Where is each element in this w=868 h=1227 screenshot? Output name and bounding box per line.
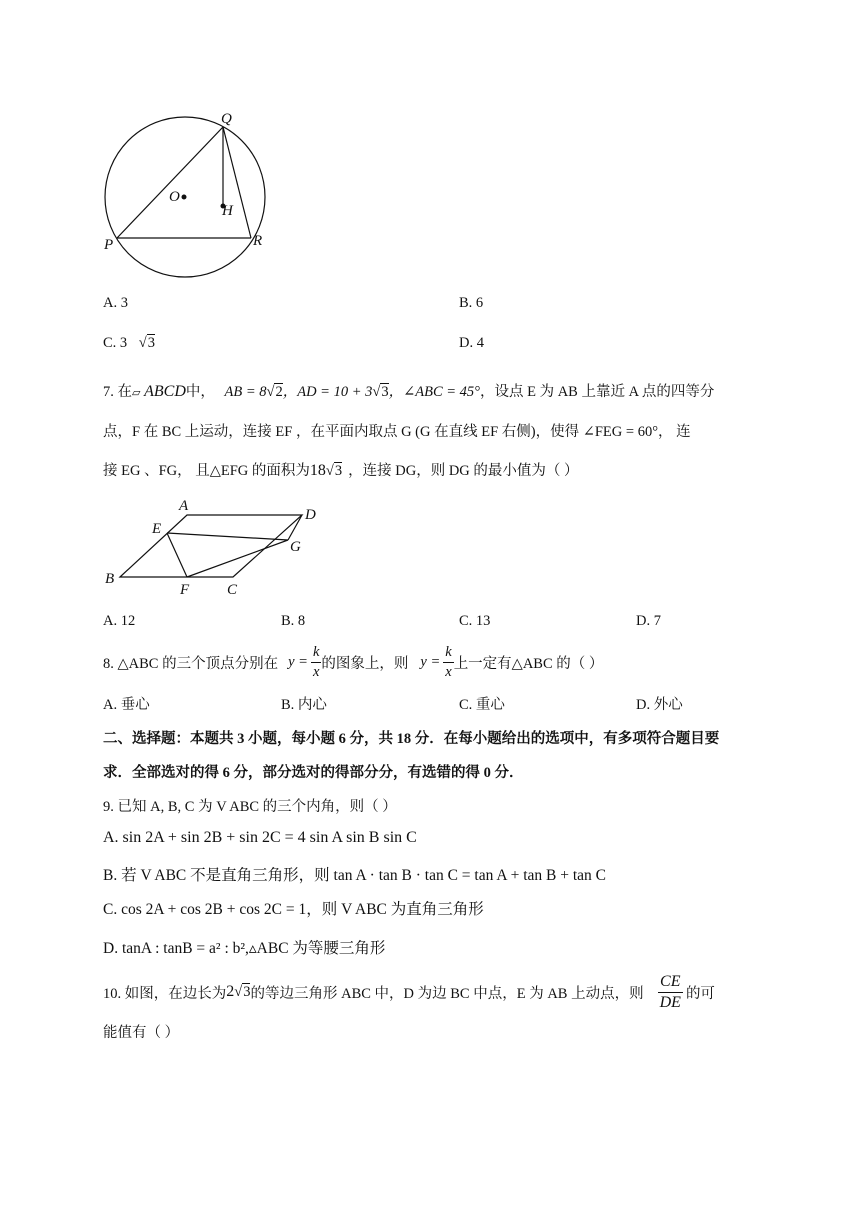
q7-option-c: C. 13 — [459, 613, 491, 629]
label-a: A — [179, 498, 189, 514]
q10-stem-line2: 能值有（ ） — [103, 1025, 180, 1041]
q8-y-eq-2: y = — [420, 653, 441, 670]
q9-option-a: A. sin 2A + sin 2B + sin 2C = 4 sin A sin B sin C — [103, 829, 417, 846]
q6-option-a: A. 3 — [103, 295, 128, 311]
segment-pq — [117, 127, 223, 238]
q9-option-d: D. tanA : tanB = a² : b²,▵ABC 为等腰三角形 — [103, 940, 386, 957]
label-b: B — [105, 571, 115, 587]
q7-option-d: D. 7 — [636, 613, 661, 629]
label-e: E — [152, 521, 162, 537]
q10-stem-line1: 10. 如图，在边长为 2 √ 3 的等边三角形 ABC 中，D 为边 BC 中点，E 为 AB 上动点，则 $\frac{CE}{DE}$ 的可 — [103, 972, 715, 1011]
q8-option-c: C. 重心 — [459, 697, 505, 713]
q10-pre: 10. 如图，在边长为 — [103, 985, 227, 1002]
q7-stem-line3: 接 EG 、FG， 且△EFG 的面积为18√3 ，连接 DG，则 DG 的最小值为（ ） — [103, 462, 579, 479]
label-q: Q — [221, 111, 232, 127]
q8-fraction-2: $\frac{k}{x}$ — [445, 644, 452, 680]
segment-ef — [167, 533, 187, 577]
q8-mid: 的图象上，则 — [321, 655, 409, 672]
label-o: O — [169, 189, 180, 205]
parallelogram-figure — [100, 495, 340, 600]
q7-line3-a: 接 EG 、FG， 且△EFG 的面积为 — [103, 463, 310, 479]
section2-line1: 二、选择题：本题共 3 小题，每小题 6 分，共 18 分．在每小题给出的选项中，有多项符合题目要 — [103, 731, 720, 747]
q8-option-d: D. 外心 — [636, 697, 683, 713]
label-d: D — [305, 507, 316, 523]
q6-option-c-text: C. 3 — [103, 335, 128, 351]
segment-dg — [288, 515, 302, 540]
q10-tail: 的可 — [685, 985, 715, 1002]
q8-pre: 8. △ABC 的三个顶点分别在 — [103, 655, 279, 672]
q8-option-b: B. 内心 — [281, 697, 327, 713]
q10-fraction: $\frac{CE}{DE}$ — [659, 972, 681, 1011]
q6-option-c-radicand: 3 — [147, 335, 156, 351]
label-p: P — [104, 237, 114, 253]
q8-option-a: A. 垂心 — [103, 697, 150, 713]
q6-option-b: B. 6 — [459, 295, 484, 311]
circle-triangle-figure — [95, 105, 285, 290]
q7-name: ABCD — [144, 383, 186, 400]
q9-option-b: B. 若 V ABC 不是直角三角形，则 tan A · tan B · tan C = tan A + tan B + tan C — [103, 867, 607, 884]
q7-zhong: 中， — [185, 384, 215, 400]
q7-stem-line1: 7. 在▱ ABCD中， AB = 8√2，AD = 10 + 3√3，∠ABC = 45°，设点 E 为 AB 上靠近 A 点的四等分 — [103, 383, 715, 400]
label-h: H — [222, 203, 233, 219]
q10-side-radicand: 3 — [243, 984, 251, 1000]
q10-post: 的等边三角形 ABC 中，D 为边 BC 中点，E 为 AB 上动点，则 — [250, 985, 644, 1002]
q7-ad: ，AD = 10 + 3 — [282, 384, 373, 400]
q8-stem — [103, 641, 603, 683]
q8-fraction-1: $\frac{k}{x}$ — [312, 644, 320, 680]
segment-fg — [187, 540, 288, 577]
label-r: R — [253, 233, 263, 249]
segment-qr — [223, 127, 251, 238]
segment-eg — [167, 533, 288, 540]
q7-number: 7. 在 — [103, 384, 132, 400]
q8-post: 上一定有△ABC 的（ ） — [453, 655, 604, 672]
q7-ab: AB = 8 — [224, 384, 267, 400]
q7-ad-radicand: 3 — [381, 384, 389, 400]
q7-option-a: A. 12 — [103, 613, 136, 629]
q7-area-radicand: 3 — [334, 463, 343, 479]
label-c: C — [227, 582, 238, 598]
q10-side: 2 — [226, 983, 235, 1000]
q8-y-eq-1: y = — [288, 653, 308, 670]
section2-line2: 求．全部选对的得 6 分，部分选对的得部分分，有选错的得 0 分． — [103, 765, 524, 781]
q6-option-d: D. 4 — [459, 335, 484, 351]
q7-angle: ，∠ABC = 45° — [388, 384, 480, 400]
q6-option-c: C. 3 √3 — [103, 335, 156, 351]
q7-line1-rest: ，设点 E 为 AB 上靠近 A 点的四等分 — [479, 384, 715, 400]
q7-line3-b: ，连接 DG，则 DG 的最小值为（ ） — [348, 463, 579, 479]
label-f: F — [180, 582, 190, 598]
q7-ab-radicand: 2 — [275, 384, 283, 400]
q7-area: 18 — [309, 462, 326, 479]
point-o — [182, 195, 187, 200]
q7-stem-line2: 点，F 在 BC 上运动，连接 EF ，在平面内取点 G (G 在直线 EF 右侧)，使得 ∠FEG = 60°， 连 — [103, 424, 691, 440]
q9-stem: 9. 已知 A, B, C 为 V ABC 的三个内角，则（ ） — [103, 799, 397, 815]
label-g: G — [290, 539, 301, 555]
q7-option-b: B. 8 — [281, 613, 306, 629]
q9-option-c: C. cos 2A + cos 2B + cos 2C = 1，则 V ABC 为直角三角形 — [103, 901, 484, 918]
parallelogram-symbol: ▱ — [132, 387, 141, 399]
